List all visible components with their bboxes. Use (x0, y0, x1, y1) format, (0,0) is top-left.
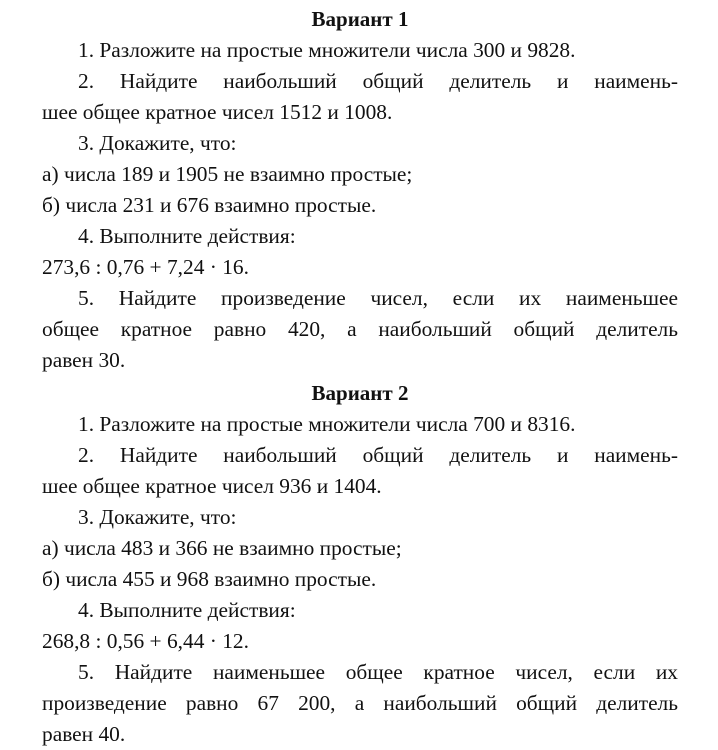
task-5-line-2: произведение равно 67 200, а наибольший общий делитель (42, 691, 678, 715)
task-3-line: 3. Докажите, что: (78, 505, 237, 529)
task-4-line: 4. Выполните действия: (78, 224, 296, 248)
task-1-line: 1. Разложите на простые множители числа 300 и 9828. (78, 38, 576, 62)
task-2-line-2: шее общее кратное чисел 936 и 1404. (42, 474, 382, 498)
task-2-line-1: 2. Найдите наибольший общий делитель и наимень- (78, 443, 678, 467)
variant-1 (42, 4, 678, 376)
variant-title: Вариант 1 (311, 7, 409, 31)
task-5-line-3: равен 40. (42, 722, 126, 746)
task-5-line-1: 5. Найдите наименьшее общее кратное чисел, если их (78, 660, 678, 684)
task-2-line-1: 2. Найдите наибольший общий делитель и наимень- (78, 69, 678, 93)
task-2-line-2: шее общее кратное чисел 1512 и 1008. (42, 100, 393, 124)
task-1-line: 1. Разложите на простые множители числа 700 и 8316. (78, 412, 576, 436)
task-4-expression: 268,8 : 0,56 + 6,44 · 12. (42, 629, 249, 653)
task-3b-line: б) числа 231 и 676 взаимно простые. (42, 193, 377, 217)
variant-title: Вариант 2 (311, 381, 409, 405)
task-5-line-3: равен 30. (42, 348, 126, 372)
task-5-line-2: общее кратное равно 420, а наибольший общий делитель (42, 317, 678, 341)
variant-2 (42, 378, 678, 750)
task-4-expression: 273,6 : 0,76 + 7,24 · 16. (42, 255, 249, 279)
task-5-line-1: 5. Найдите произведение чисел, если их наименьшее (78, 286, 678, 310)
task-3b-line: б) числа 455 и 968 взаимно простые. (42, 567, 377, 591)
task-3a-line: а) числа 483 и 366 не взаимно простые; (42, 536, 402, 560)
task-3a-line: а) числа 189 и 1905 не взаимно простые; (42, 162, 413, 186)
task-3-line: 3. Докажите, что: (78, 131, 237, 155)
task-4-line: 4. Выполните действия: (78, 598, 296, 622)
